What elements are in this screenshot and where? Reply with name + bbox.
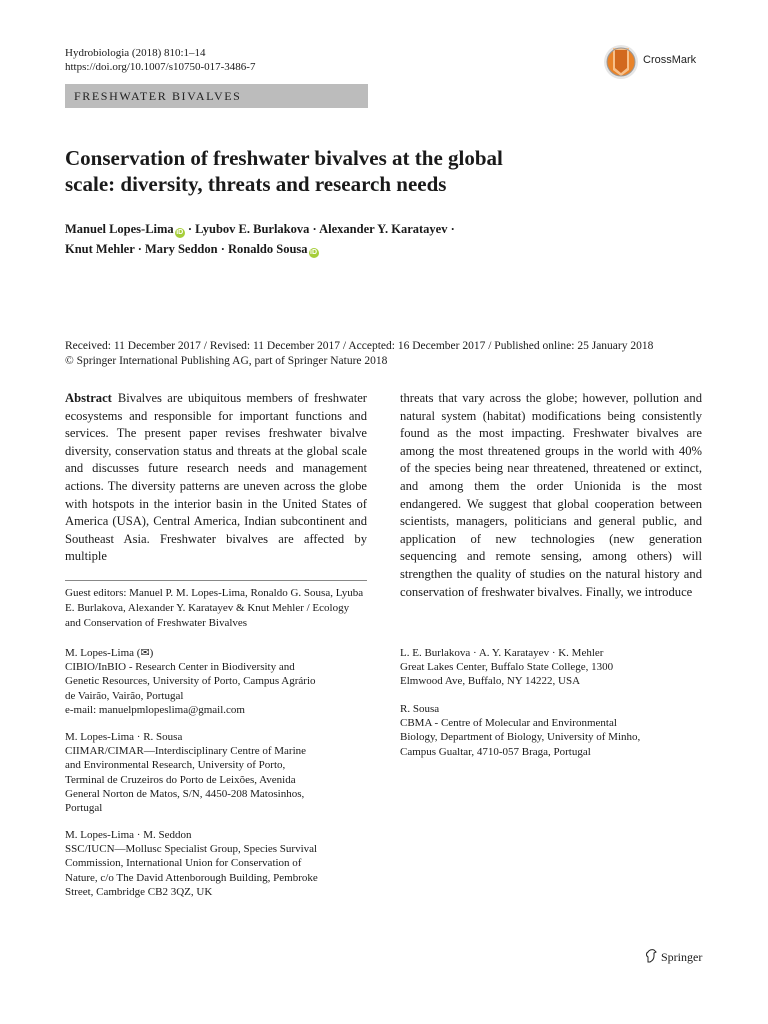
author-name[interactable]: Ronaldo Sousa — [227, 242, 308, 256]
author-separator: · — [184, 222, 196, 236]
author-list — [65, 219, 585, 259]
abstract-column-left — [65, 390, 367, 566]
title-line-1: Conservation of freshwater bivalves at the global — [65, 146, 503, 170]
copyright-line: © Springer International Publishing AG, part of Springer Nature 2018 — [65, 355, 388, 367]
affiliation-line: Street, Cambridge CB2 3QZ, UK — [65, 885, 213, 898]
author-name[interactable]: Alexander Y. Karatayev — [319, 222, 448, 236]
publisher-name: Springer — [661, 950, 703, 964]
affiliation-block — [65, 730, 306, 815]
abstract-text-left: Bivalves are ubiquitous members of freshwater ecosystems and responsible for important functions and services. The present paper revises freshwater bivalve diversity, conservation status and threats at the global scale and discusses future research needs and management actions. The diversity patterns are uneven across the globe with hotspots in the interior basin in the United States of America (USA), Central America, Indian subcontinent and Southeast Asia. Freshwater bivalves are affected by multiple — [65, 391, 367, 564]
affiliation-line: CIBIO/InBIO - Research Center in Biodiversity and — [65, 661, 295, 674]
affiliation-authors: R. Sousa — [400, 703, 440, 715]
affiliation-line: e-mail: manuelpmlopeslima@gmail.com — [65, 703, 245, 716]
journal-citation: Hydrobiologia (2018) 810:1–14 — [65, 47, 206, 59]
doi-link[interactable]: https://doi.org/10.1007/s10750-017-3486-7 — [65, 61, 256, 73]
affiliation-line: Terminal de Cruzeiros do Porto de Leixões, Avenida — [65, 773, 296, 786]
footnote-divider — [65, 580, 367, 581]
affiliation-line: Campus Gualtar, 4710-057 Braga, Portugal — [400, 745, 591, 758]
section-banner — [65, 84, 368, 108]
author-name[interactable]: Mary Seddon — [144, 242, 218, 256]
orcid-icon[interactable]: iD — [310, 249, 318, 256]
affiliation-authors: M. Lopes-Lima · R. Sousa — [65, 731, 183, 743]
authors-line-2 — [65, 239, 585, 259]
publication-dates — [65, 339, 705, 369]
springer-horse-icon — [645, 949, 657, 963]
affiliation-line: and Environmental Research, University of Porto, — [65, 759, 286, 772]
dates-line: Received: 11 December 2017 / Revised: 11 December 2017 / Accepted: 16 December 2017 / Published online: 25 January 2018 — [65, 340, 654, 352]
author-separator: · — [309, 222, 320, 236]
author-separator: · — [217, 242, 228, 256]
affiliation-line: Elmwood Ave, Buffalo, NY 14222, USA — [400, 675, 581, 688]
author-name[interactable]: Lyubov E. Burlakova — [195, 222, 310, 236]
crossmark-icon — [603, 42, 639, 82]
orcid-icon[interactable]: iD — [176, 229, 184, 236]
author-name[interactable]: Manuel Lopes-Lima — [65, 222, 174, 236]
affiliation-authors: L. E. Burlakova · A. Y. Karatayev · K. Mehler — [400, 647, 604, 659]
crossmark-label: CrossMark — [643, 54, 697, 66]
affiliation-line: de Vairão, Vairão, Portugal — [65, 689, 184, 702]
affiliation-line: SSC/IUCN—Mollusc Specialist Group, Species Survival — [65, 843, 318, 856]
section-label: FRESHWATER BIVALVES — [74, 89, 242, 103]
author-separator: · — [134, 242, 145, 256]
title-line-2: scale: diversity, threats and research needs — [65, 172, 447, 196]
affiliation-block — [65, 646, 316, 717]
affiliation-block — [400, 702, 640, 759]
affiliation-line: CBMA - Centre of Molecular and Environmental — [400, 717, 617, 730]
affiliation-line: Commission, International Union for Conservation of — [65, 857, 302, 870]
affiliation-block — [400, 646, 613, 689]
abstract-column-right: threats that vary across the globe; however, pollution and natural system (habitat) modifications being consistently found as the most impacting. Freshwater bivalves are among the most threatened groups in the world with 40% of the species being near threatened, threatened or extinct, and among them the order Unionida is the most endangered. We suggest that global cooperation between scientists, managers, politicians and general public, and application of new technologies (new generation sequencing and remote sensing, among others) will strengthen the quality of studies on the natural history and conservation of freshwater bivalves. Finally, we introduce — [400, 391, 702, 599]
affiliation-line: Nature, c/o The David Attenborough Building, Pembroke — [65, 871, 318, 884]
authors-line-1 — [65, 219, 585, 239]
affiliation-block — [65, 828, 318, 899]
crossmark-badge[interactable] — [603, 42, 713, 82]
abstract-heading: Abstract — [65, 391, 112, 405]
author-separator: · — [447, 222, 455, 236]
guest-editors-note: Guest editors: Manuel P. M. Lopes-Lima, Ronaldo G. Sousa, Lyuba E. Burlakova, Alexander Y. Karatayev & Knut Mehler / Ecology and Conservation of Freshwater Bivalves — [65, 587, 364, 629]
affiliation-line: Portugal — [65, 802, 103, 815]
article-title — [65, 145, 585, 197]
publisher-logo — [645, 949, 702, 965]
affiliation-line: Biology, Department of Biology, University of Minho, — [400, 731, 641, 744]
affiliation-line: Great Lakes Center, Buffalo State College, 1300 — [400, 661, 614, 674]
author-name[interactable]: Knut Mehler — [65, 242, 135, 256]
affiliation-authors: M. Lopes-Lima (✉) — [65, 647, 154, 659]
affiliation-line: Genetic Resources, University of Porto, Campus Agrário — [65, 675, 316, 688]
affiliation-line: CIIMAR/CIMAR—Interdisciplinary Centre of Marine — [65, 745, 307, 758]
affiliation-line: General Norton de Matos, S/N, 4450-208 Matosinhos, — [65, 787, 305, 800]
affiliation-authors: M. Lopes-Lima · M. Seddon — [65, 829, 192, 841]
